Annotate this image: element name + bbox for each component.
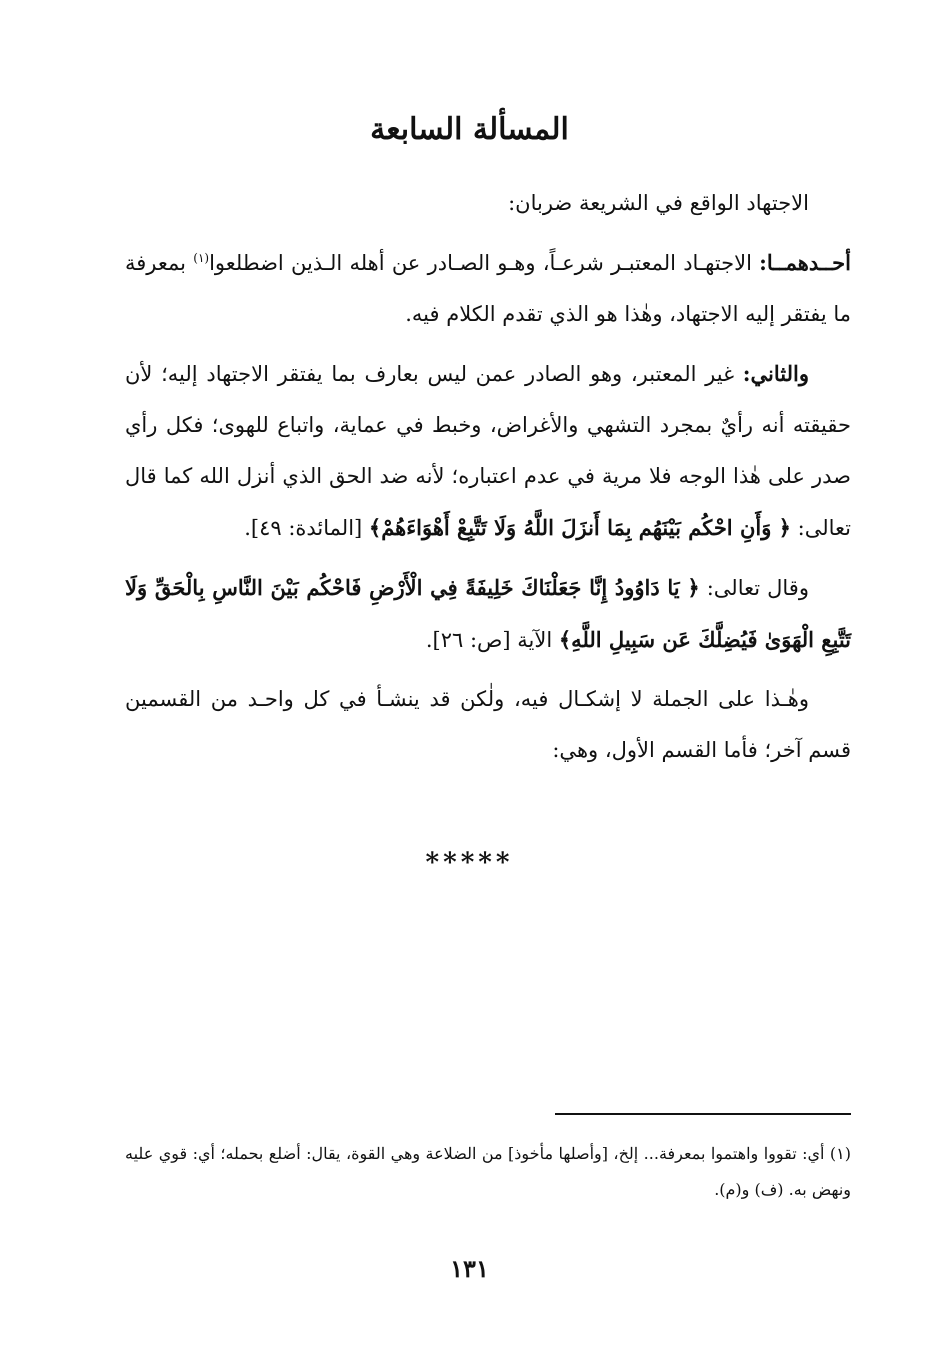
first-type-lead: أحــدهمــا: bbox=[759, 250, 851, 275]
page-number: ١٣١ bbox=[450, 1254, 489, 1283]
second-type-lead: والثاني: bbox=[742, 361, 809, 386]
verse-reference-sad: الآية [ص: ٢٦]. bbox=[425, 628, 559, 652]
main-text bbox=[125, 178, 851, 784]
section-title: المسألة السابعة bbox=[370, 112, 569, 147]
paragraph-conclusion: وهٰـذا على الجملة لا إشكـال فيه، ولٰكن قد ينشـأ في كل واحـد من القسمين قسم آخر؛ فأما القسم الأول، وهي: bbox=[125, 687, 851, 762]
paragraph-first-type bbox=[125, 237, 851, 340]
section-separator: ***** bbox=[425, 848, 514, 878]
second-verse-intro: وقال تعالى: bbox=[699, 576, 809, 600]
second-type-text: غير المعتبر، وهو الصادر عمن ليس بعارف بما يفتقر الاجتهاد إليه؛ لأن حقيقته أنه رأيٌ بمجرد التشهي والأغراض، وخبط في عماية، واتباع للهوى؛ فكل رأي صدر على هٰذا الوجه فلا مرية في عدم اعتباره؛ لأنه ضد الحق الذي أنزل الله كما قال تعالى: bbox=[125, 362, 851, 540]
first-type-text-b: بمعرفة ما يفتقر إليه الاجتهاد، وهٰذا هو الذي تقدم الكلام فيه. bbox=[125, 251, 851, 326]
footnote-text: (١) أي: تقووا واهتموا بمعرفة... إلخ، [وأصلها مأخوذ] من الضلاعة وهي القوة، يقال: أضلع بحمله؛ أي: قوي عليه ونهض به. (ف) و(م). bbox=[125, 1144, 852, 1199]
first-type-text-a: الاجتهـاد المعتبـر شرعـاً، وهـو الصـادر عن أهله الـذين اضطلعوا bbox=[209, 251, 760, 275]
paragraph-second-verse bbox=[125, 562, 851, 666]
footnote-divider bbox=[555, 1113, 851, 1115]
intro-paragraph: الاجتهاد الواقع في الشريعة ضربان: bbox=[508, 191, 809, 215]
paragraph-second-type bbox=[125, 348, 851, 554]
footnote-reference[interactable]: (١) bbox=[193, 251, 210, 265]
quran-verse-sad: ﴿ يَا دَاوُودُ إِنَّا جَعَلْنَاكَ خَلِيفَةً فِي الْأَرْضِ فَاحْكُم بَيْنَ النَّاسِ بِالْحَقِّ وَلَا تَتَّبِعِ الْهَوَىٰ فَيُضِلَّكَ عَن سَبِيلِ اللَّهِ﴾ bbox=[125, 575, 851, 652]
verse-reference-maidah: [المائدة: ٤٩]. bbox=[244, 516, 369, 540]
quran-verse-maidah: ﴿ وَأَنِ احْكُم بَيْنَهُم بِمَا أَنزَلَ اللَّهُ وَلَا تَتَّبِعْ أَهْوَاءَهُمْ﴾ bbox=[368, 515, 791, 540]
